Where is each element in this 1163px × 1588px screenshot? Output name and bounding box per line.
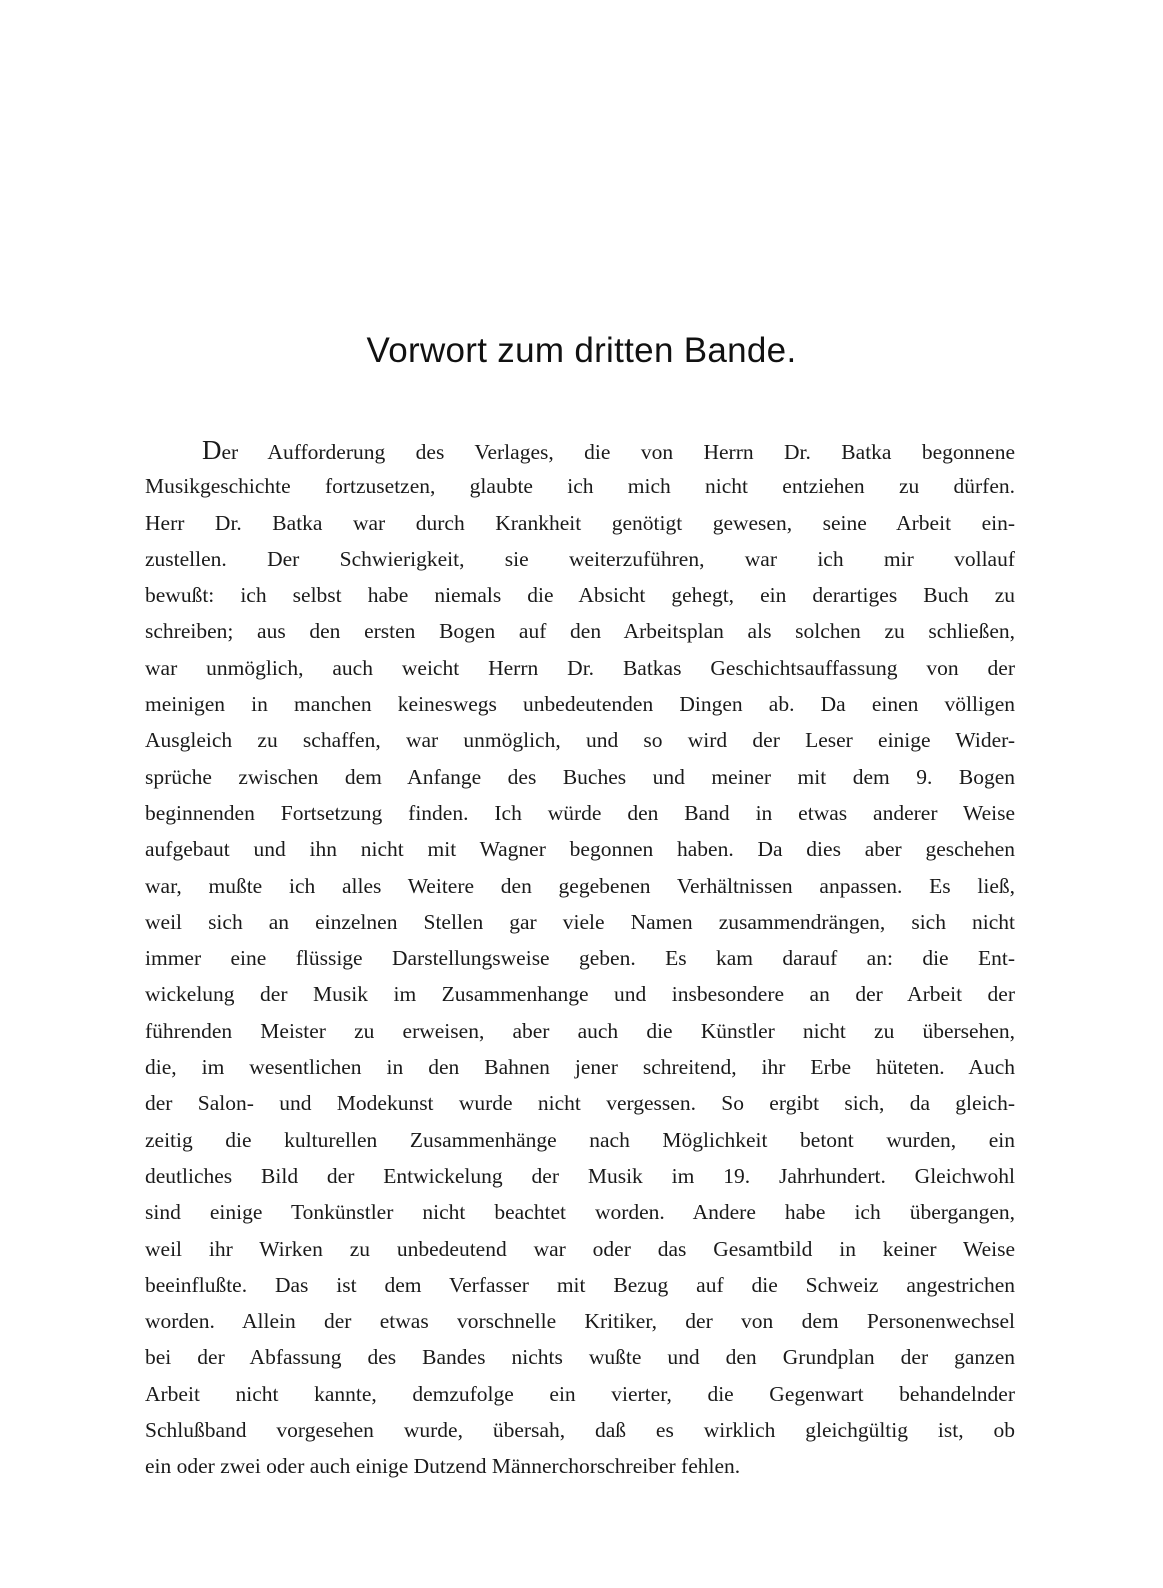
text-line-26: bei der Abfassung des Bandes nichts wußte und den Grundplan der ganzen bbox=[145, 1345, 1015, 1370]
text-line-18: die, im wesentlichen in den Bahnen jener schreitend, ihr Erbe hüteten. Auch bbox=[145, 1055, 1015, 1080]
initial-letter: D bbox=[202, 435, 222, 465]
text-line-28: Schlußband vorgesehen wurde, übersah, daß es wirklich gleichgültig ist, ob bbox=[145, 1418, 1015, 1443]
text-line-13: war, mußte ich alles Weitere den gegebenen Verhältnissen anpassen. Es ließ, bbox=[145, 873, 1015, 898]
text-line-4: zustellen. Der Schwierigkeit, sie weiterzuführen, war ich mir vollauf bbox=[145, 546, 1015, 571]
text-line-24: beeinflußte. Das ist dem Verfasser mit Bezug auf die Schweiz angestrichen bbox=[145, 1272, 1015, 1297]
text-line-7: war unmöglich, auch weicht Herrn Dr. Batkas Geschichtsauffassung von der bbox=[145, 655, 1015, 680]
text-line-6: schreiben; aus den ersten Bogen auf den Arbeitsplan als solchen zu schließen, bbox=[145, 619, 1015, 644]
text-line-9: Ausgleich zu schaffen, war unmöglich, und so wird der Leser einige Wider- bbox=[145, 728, 1015, 753]
text-line-23: weil ihr Wirken zu unbedeutend war oder das Gesamtbild in keiner Weise bbox=[145, 1236, 1015, 1261]
text-line-2: Musikgeschichte fortzusetzen, glaubte ich mich nicht entziehen zu dürfen. bbox=[145, 474, 1015, 499]
text-line-19: der Salon- und Modekunst wurde nicht vergessen. So ergibt sich, da gleich- bbox=[145, 1091, 1015, 1116]
text-line-21: deutliches Bild der Entwickelung der Musik im 19. Jahrhundert. Gleichwohl bbox=[145, 1163, 1015, 1188]
text-line-16: wickelung der Musik im Zusammenhange und insbesondere an der Arbeit der bbox=[145, 982, 1015, 1007]
text-line-27: Arbeit nicht kannte, demzufolge ein vierter, die Gegenwart behandelnder bbox=[145, 1381, 1015, 1406]
text-line-1-rest: er Aufforderung des Verlages, die von Herrn Dr. Batka begonnene bbox=[221, 440, 1015, 464]
text-line-15: immer eine flüssige Darstellungsweise geben. Es kam darauf an: die Ent- bbox=[145, 946, 1015, 971]
text-line-10: sprüche zwischen dem Anfange des Buches und meiner mit dem 9. Bogen bbox=[145, 764, 1015, 789]
text-line-5: bewußt: ich selbst habe niemals die Absicht gehegt, ein derartiges Buch zu bbox=[145, 583, 1015, 608]
text-line-3: Herr Dr. Batka war durch Krankheit genötigt gewesen, seine Arbeit ein- bbox=[145, 510, 1015, 535]
text-line-11: beginnenden Fortsetzung finden. Ich würde den Band in etwas anderer Weise bbox=[145, 800, 1015, 825]
text-line-17: führenden Meister zu erweisen, aber auch die Künstler nicht zu übersehen, bbox=[145, 1018, 1015, 1043]
text-line-29: ein oder zwei oder auch einige Dutzend Männerchorschreiber fehlen. bbox=[145, 1454, 741, 1479]
text-line-14: weil sich an einzelnen Stellen gar viele Namen zusammendrängen, sich nicht bbox=[145, 909, 1015, 934]
page-title: Vorwort zum dritten Bande. bbox=[366, 331, 797, 370]
text-line-1 bbox=[145, 432, 1015, 468]
text-line-25: worden. Allein der etwas vorschnelle Kritiker, der von dem Personenwechsel bbox=[145, 1309, 1015, 1334]
preface-paragraph bbox=[145, 432, 1015, 1485]
text-line-8: meinigen in manchen keineswegs unbedeutenden Dingen ab. Da einen völligen bbox=[145, 692, 1015, 717]
text-line-12: aufgebaut und ihn nicht mit Wagner begonnen haben. Da dies aber geschehen bbox=[145, 837, 1015, 862]
text-line-20: zeitig die kulturellen Zusammenhänge nach Möglichkeit betont wurden, ein bbox=[145, 1127, 1015, 1152]
text-line-22: sind einige Tonkünstler nicht beachtet worden. Andere habe ich übergangen, bbox=[145, 1200, 1015, 1225]
